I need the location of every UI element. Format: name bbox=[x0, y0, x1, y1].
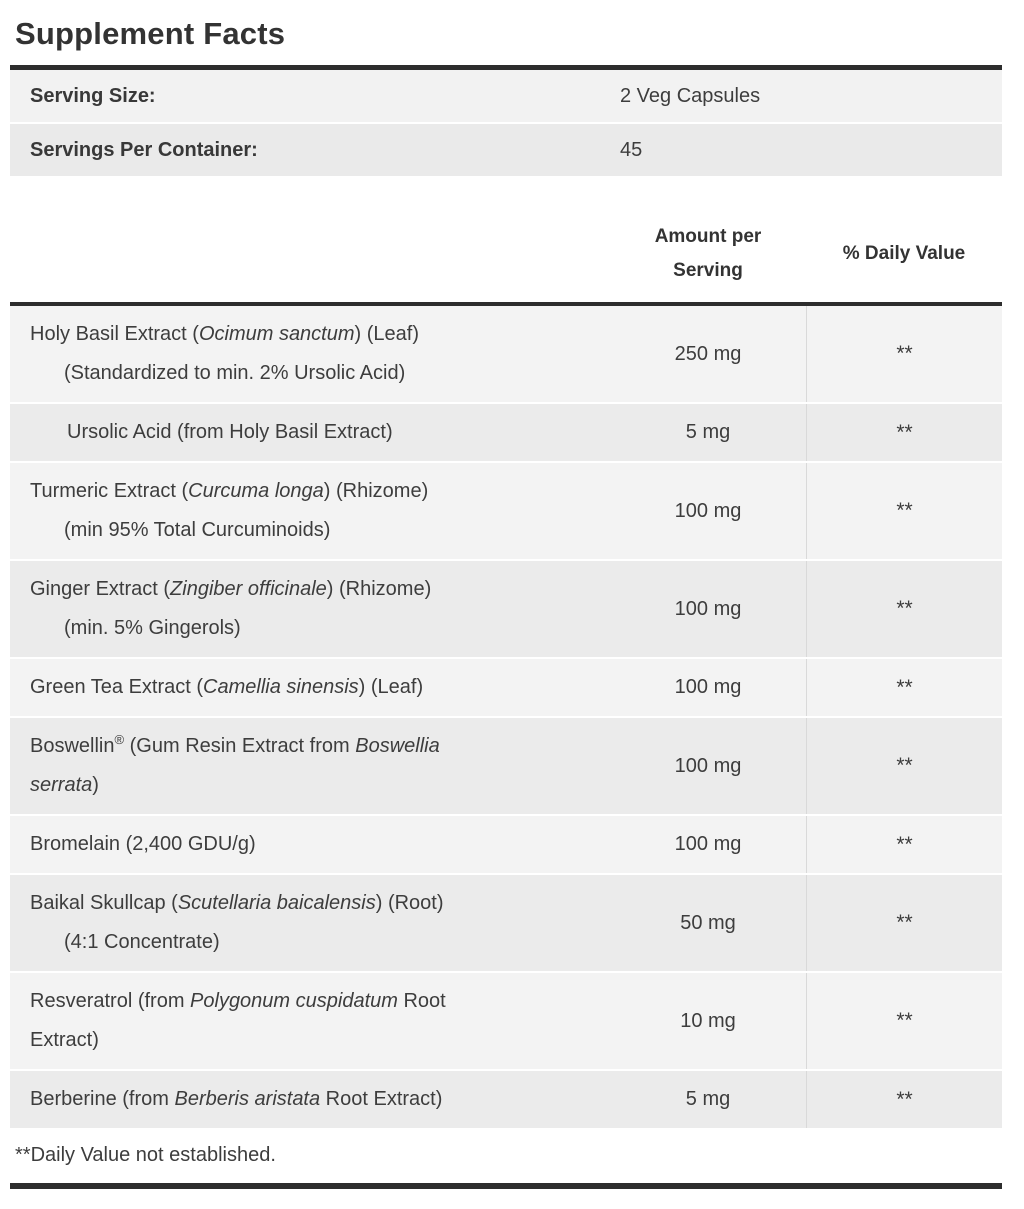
ingredient-name: Turmeric Extract (Curcuma longa) (Rhizome) (min 95% Total Curcuminoids) bbox=[10, 463, 610, 559]
ingredient-name: Baikal Skullcap (Scutellaria baicalensis) (Root) (4:1 Concentrate) bbox=[10, 875, 610, 971]
servings-per-container-label: Servings Per Container: bbox=[30, 138, 258, 161]
amount-per-serving-header bbox=[610, 220, 806, 288]
ingredient-note: (4:1 Concentrate) bbox=[64, 931, 220, 953]
ingredient-daily-value: ** bbox=[806, 404, 1002, 461]
servings-per-container-value: 45 bbox=[620, 138, 643, 161]
ingredient-row bbox=[10, 1071, 1002, 1130]
ingredient-amount: 5 mg bbox=[685, 1088, 731, 1110]
ingredient-daily-value: ** bbox=[806, 1071, 1002, 1128]
amount-header-line2: Serving bbox=[673, 260, 743, 281]
spacer bbox=[10, 178, 1002, 214]
column-headers bbox=[10, 214, 1002, 302]
ingredient-daily-value: ** bbox=[806, 816, 1002, 873]
ingredient-row bbox=[10, 463, 1002, 561]
page-title: Supplement Facts bbox=[15, 16, 286, 51]
ingredient-name: Green Tea Extract (Camellia sinensis) (Leaf) bbox=[30, 676, 424, 698]
ingredient-name: Ursolic Acid (from Holy Basil Extract) bbox=[67, 421, 393, 443]
amount-header-line1: Amount per bbox=[654, 226, 762, 247]
ingredient-daily-value: ** bbox=[806, 875, 1002, 971]
servings-per-container-row bbox=[10, 124, 1002, 178]
ingredient-amount: 5 mg bbox=[685, 421, 731, 443]
ingredient-daily-value: ** bbox=[806, 561, 1002, 657]
ingredient-daily-value: ** bbox=[806, 306, 1002, 402]
ingredient-row bbox=[10, 816, 1002, 875]
ingredient-daily-value: ** bbox=[806, 718, 1002, 814]
ingredient-name: Resveratrol (from Polygonum cuspidatum Root Extract) bbox=[30, 990, 446, 1051]
serving-size-label: Serving Size: bbox=[30, 84, 156, 107]
ingredient-amount: 100 mg bbox=[674, 597, 742, 620]
serving-size-row bbox=[10, 70, 1002, 124]
serving-size-value: 2 Veg Capsules bbox=[620, 84, 761, 107]
ingredient-name: Holy Basil Extract (Ocimum sanctum) (Leaf) (Standardized to min. 2% Ursolic Acid) bbox=[10, 306, 610, 402]
footnote: **Daily Value not established. bbox=[15, 1144, 276, 1166]
daily-value-header: % Daily Value bbox=[842, 243, 966, 264]
ingredient-row bbox=[10, 718, 1002, 816]
ingredient-daily-value: ** bbox=[806, 973, 1002, 1069]
ingredient-name: Boswellin® (Gum Resin Extract from Boswellia serrata) bbox=[30, 732, 440, 796]
ingredient-amount: 250 mg bbox=[674, 342, 742, 365]
ingredient-name: Berberine (from Berberis aristata Root Extract) bbox=[30, 1088, 443, 1110]
ingredient-amount: 10 mg bbox=[680, 1009, 736, 1032]
ingredient-amount: 100 mg bbox=[674, 499, 742, 522]
ingredient-row bbox=[10, 875, 1002, 973]
ingredient-name: Ginger Extract (Zingiber officinale) (Rhizome) (min. 5% Gingerols) bbox=[10, 561, 610, 657]
ingredient-amount: 100 mg bbox=[674, 676, 742, 698]
ingredient-amount: 100 mg bbox=[674, 754, 742, 777]
ingredient-note: (min 95% Total Curcuminoids) bbox=[64, 519, 331, 541]
ingredient-amount: 100 mg bbox=[674, 833, 742, 855]
ingredient-amount: 50 mg bbox=[680, 911, 736, 934]
ingredient-daily-value: ** bbox=[806, 659, 1002, 716]
ingredient-note: (min. 5% Gingerols) bbox=[64, 617, 241, 639]
ingredient-row bbox=[10, 404, 1002, 463]
ingredient-note: (Standardized to min. 2% Ursolic Acid) bbox=[64, 362, 406, 384]
ingredient-row bbox=[10, 973, 1002, 1071]
ingredient-daily-value: ** bbox=[806, 463, 1002, 559]
ingredient-name: Bromelain (2,400 GDU/g) bbox=[30, 833, 256, 855]
panel-content bbox=[10, 0, 1002, 1189]
divider-bottom bbox=[10, 1183, 1002, 1189]
ingredient-row bbox=[10, 561, 1002, 659]
ingredient-row bbox=[10, 306, 1002, 404]
ingredient-rows bbox=[10, 306, 1002, 1130]
ingredient-row bbox=[10, 659, 1002, 718]
